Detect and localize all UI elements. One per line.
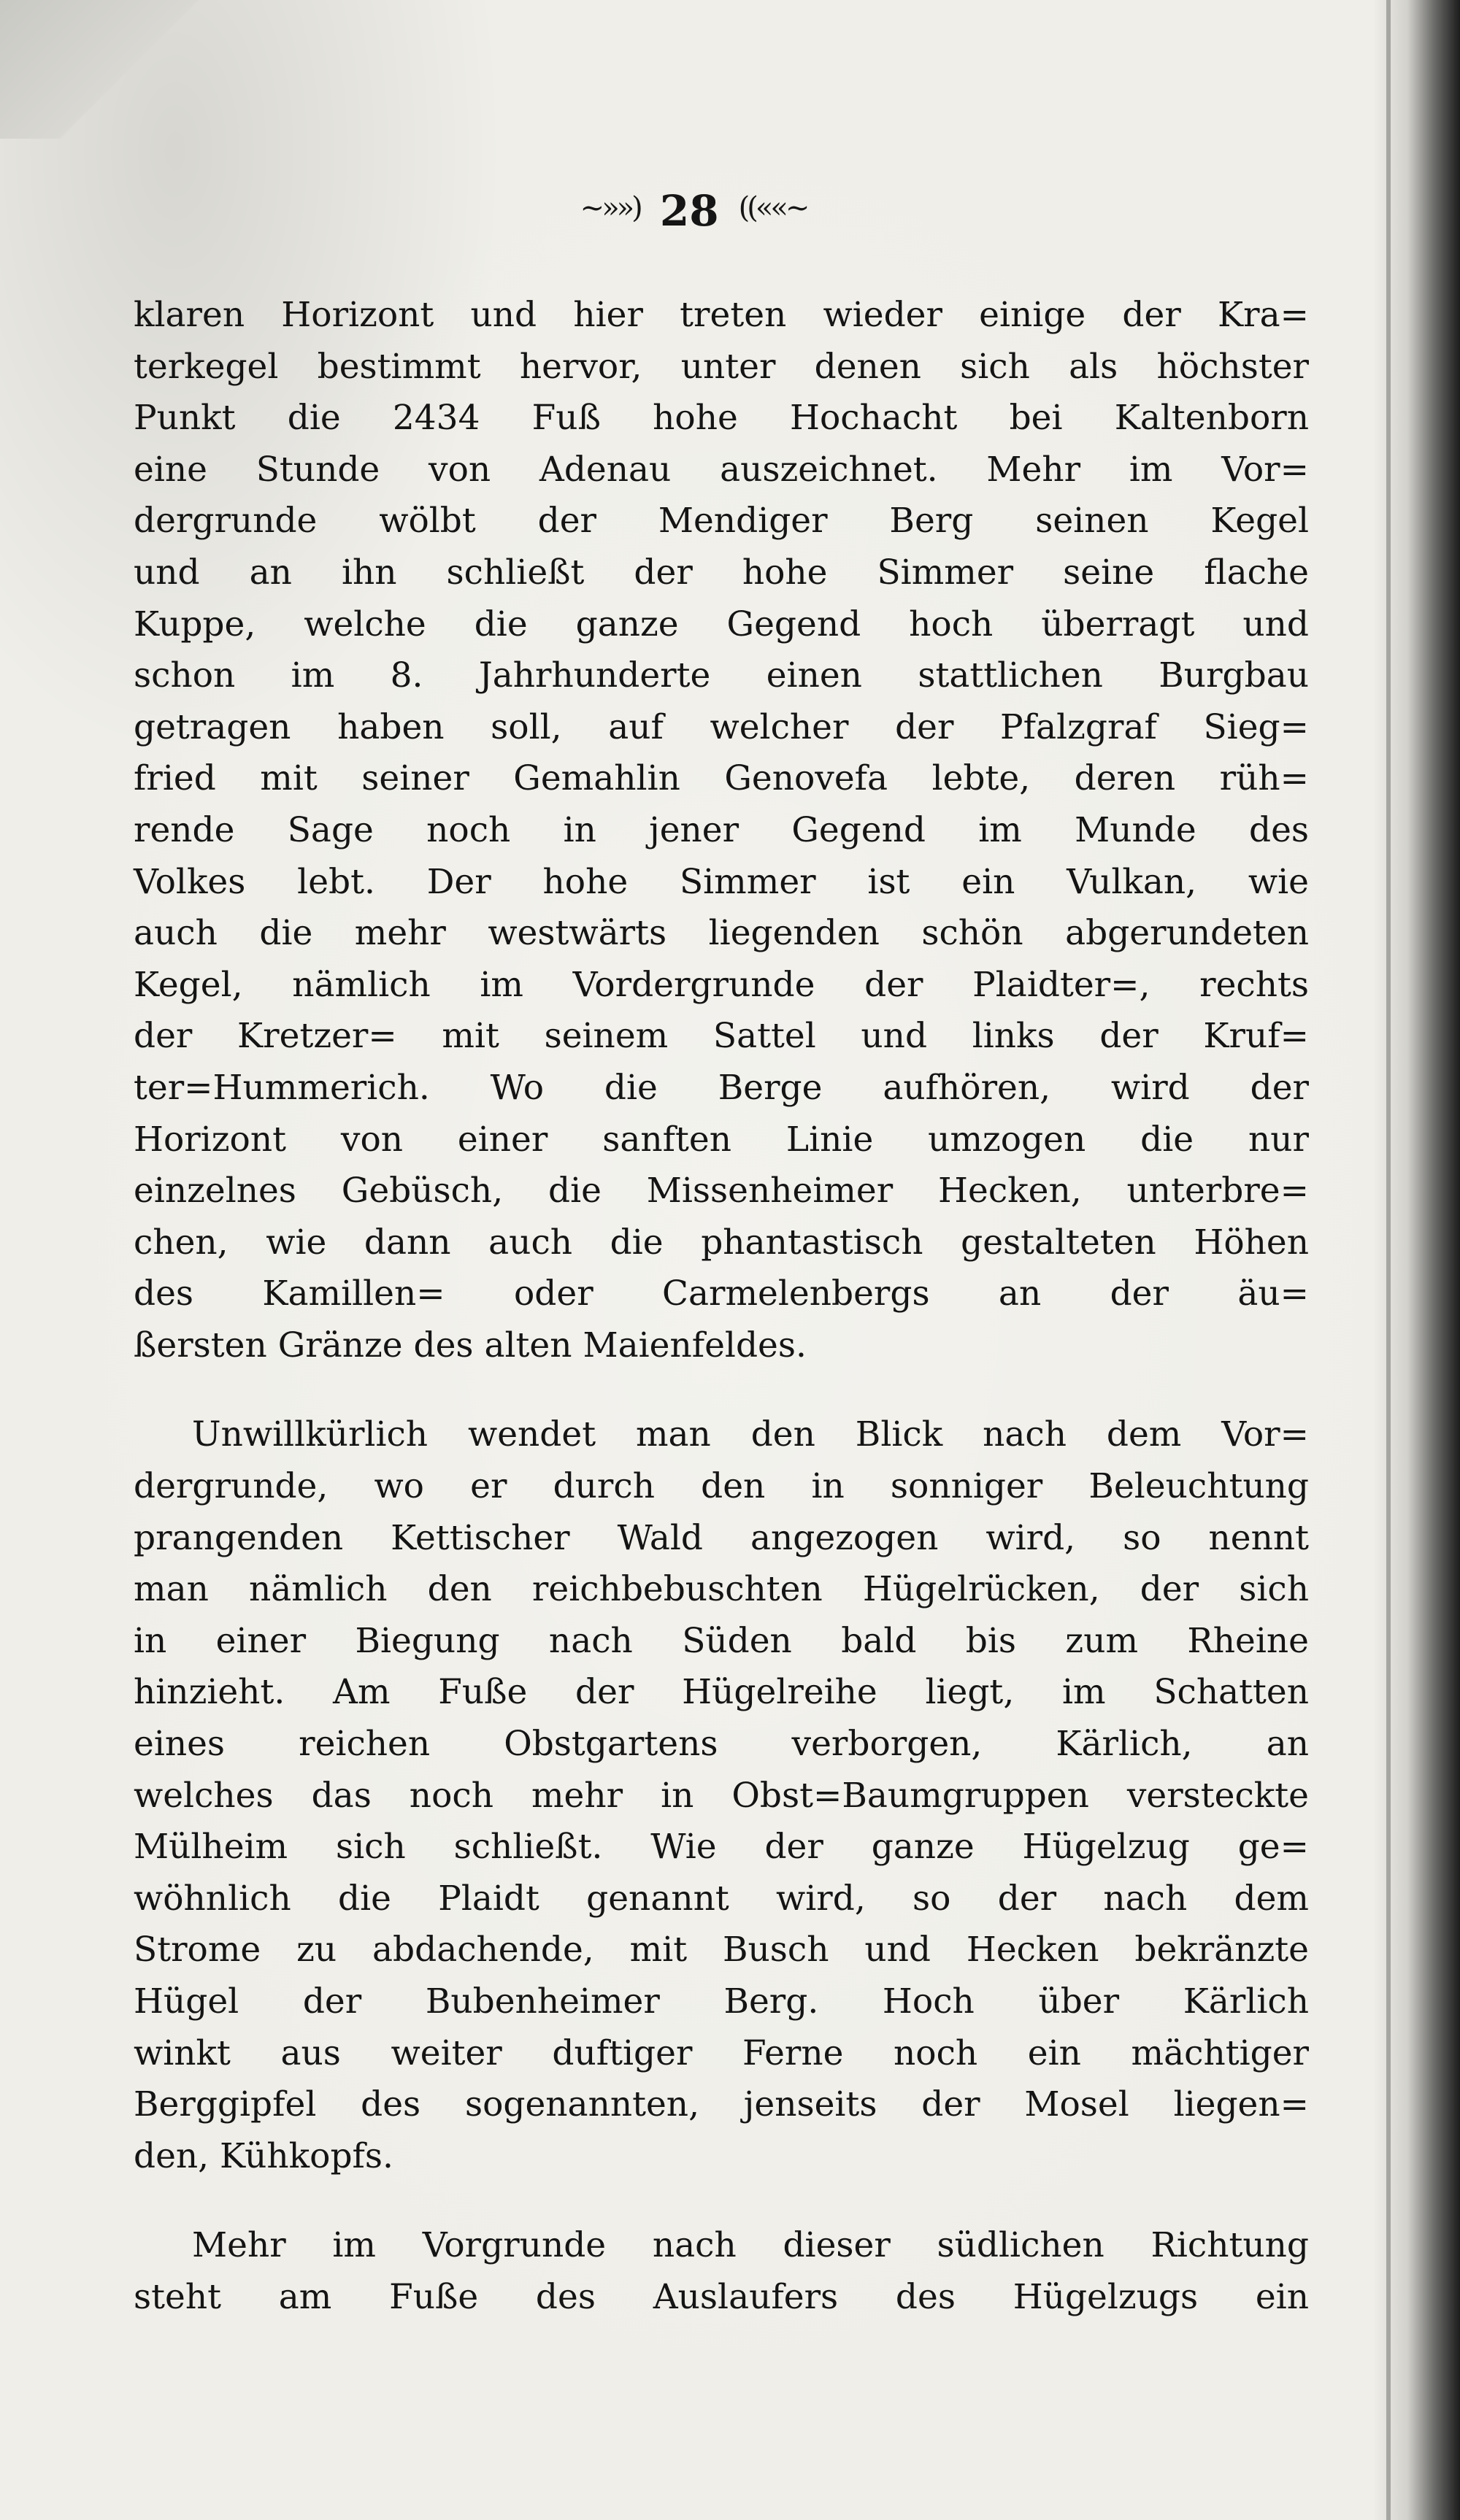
page-header	[0, 186, 1387, 236]
text-line: Horizont von einer sanften Linie umzogen die nur	[134, 1119, 1309, 1160]
text-line: dergrunde, wo er durch den in sonniger Beleuchtung	[134, 1466, 1309, 1507]
text-line: terkegel bestimmt hervor, unter denen sich als höchster	[134, 346, 1309, 387]
text-line: und an ihn schließt der hohe Simmer seine flache	[134, 552, 1309, 593]
text-line: prangenden Kettischer Wald angezogen wird, so nennt	[134, 1517, 1309, 1558]
paragraph	[134, 290, 1309, 1371]
text-line: eine Stunde von Adenau auszeichnet. Mehr im Vor=	[134, 449, 1309, 490]
text-line: fried mit seiner Gemahlin Genovefa lebte, deren rüh=	[134, 758, 1309, 799]
text-line: Berggipfel des sogenannten, jenseits der Mosel liegen=	[134, 2084, 1309, 2125]
paragraph-gap	[134, 2182, 1309, 2220]
text-line: schon im 8. Jahrhunderte einen stattlichen Burgbau	[134, 655, 1309, 696]
text-line: klaren Horizont und hier treten wieder einige der Kra=	[134, 295, 1309, 335]
text-line: hinzieht. Am Fuße der Hügelreihe liegt, im Schatten	[134, 1672, 1309, 1713]
text-line: einzelnes Gebüsch, die Missenheimer Hecken, unterbre=	[134, 1171, 1309, 1211]
text-line: in einer Biegung nach Süden bald bis zum Rheine	[134, 1620, 1309, 1661]
text-line: chen, wie dann auch die phantastisch gestalteten Höhen	[134, 1222, 1309, 1263]
left-ornament: ~»»)	[580, 191, 640, 225]
text-line: Unwillkürlich wendet man den Blick nach dem Vor=	[192, 1414, 1309, 1455]
text-line: getragen haben soll, auf welcher der Pfalzgraf Sieg=	[134, 706, 1309, 747]
page-number: 28	[659, 186, 719, 236]
text-line: ßersten Gränze des alten Maienfeldes.	[134, 1325, 807, 1365]
text-line: auch die mehr westwärts liegenden schön abgerundeten	[134, 913, 1309, 954]
text-line: ter=Hummerich. Wo die Berge aufhören, wird der	[134, 1067, 1309, 1108]
text-line: man nämlich den reichbebuschten Hügelrücken, der sich	[134, 1569, 1309, 1610]
body-text	[134, 290, 1309, 2324]
text-line: Volkes lebt. Der hohe Simmer ist ein Vulkan, wie	[134, 861, 1309, 902]
text-line: dergrunde wölbt der Mendiger Berg seinen Kegel	[134, 501, 1309, 542]
folded-corner	[0, 0, 219, 139]
text-line: wöhnlich die Plaidt genannt wird, so der nach dem	[134, 1878, 1309, 1919]
paragraph	[134, 2220, 1309, 2323]
text-line: Kegel, nämlich im Vordergrunde der Plaidter=, rechts	[134, 964, 1309, 1005]
text-line: der Kretzer= mit seinem Sattel und links der Kruf=	[134, 1016, 1309, 1057]
text-line: Strome zu abdachende, mit Busch und Hecken bekränzte	[134, 1930, 1309, 1970]
text-line: Punkt die 2434 Fuß hohe Hochacht bei Kaltenborn	[134, 398, 1309, 439]
text-line: welches das noch mehr in Obst=Baumgruppen versteckte	[134, 1775, 1309, 1816]
text-line: steht am Fuße des Auslaufers des Hügelzugs ein	[134, 2276, 1309, 2317]
text-line: des Kamillen= oder Carmelenbergs an der äu=	[134, 1274, 1309, 1314]
spine-shadow	[1372, 0, 1460, 2520]
text-line: rende Sage noch in jener Gegend im Munde des	[134, 809, 1309, 850]
text-line: Mehr im Vorgrunde nach dieser südlichen Richtung	[192, 2225, 1309, 2266]
paragraph-gap	[134, 1371, 1309, 1409]
right-ornament: ((««~	[738, 191, 807, 225]
text-line: Kuppe, welche die ganze Gegend hoch überragt und	[134, 604, 1309, 644]
text-line: den, Kühkopfs.	[134, 2135, 393, 2176]
text-line: Mülheim sich schließt. Wie der ganze Hügelzug ge=	[134, 1827, 1309, 1868]
text-line: Hügel der Bubenheimer Berg. Hoch über Kärlich	[134, 1981, 1309, 2022]
text-line: eines reichen Obstgartens verborgen, Kärlich, an	[134, 1724, 1309, 1765]
paragraph	[134, 1409, 1309, 2182]
text-line: winkt aus weiter duftiger Ferne noch ein mächtiger	[134, 2032, 1309, 2073]
